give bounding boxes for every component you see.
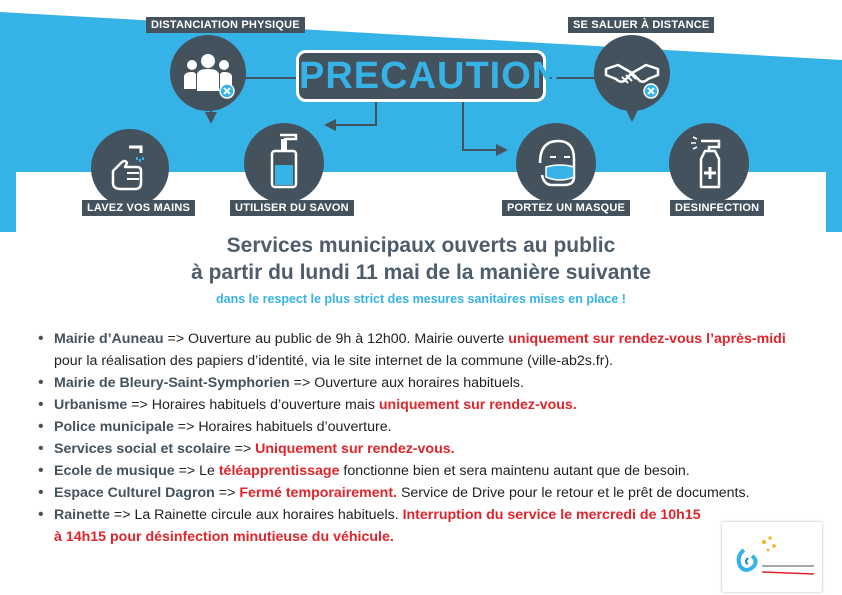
service-name: Ecole de musique xyxy=(54,463,175,479)
service-highlight: Interruption du service le mercredi de 10h15 à 14h15 pour désinfection minutieuse du véhicule. xyxy=(54,507,701,545)
service-text: => xyxy=(214,485,240,501)
soap-dispenser-icon xyxy=(244,123,324,203)
badge-masque: PORTEZ UN MASQUE xyxy=(502,200,630,216)
service-name: Urbanisme xyxy=(54,397,128,413)
heading-line-1: Services municipaux ouverts au public xyxy=(226,234,616,257)
list-item xyxy=(38,504,818,548)
service-highlight: uniquement sur rendez-vous. xyxy=(378,397,577,413)
service-tail: fonctionne bien et sera maintenu autant que de besoin. xyxy=(339,463,690,479)
service-name: Espace Culturel Dagron xyxy=(54,485,215,501)
badge-savon: UTILISER DU SAVON xyxy=(230,200,354,216)
badge-distanciation: DISTANCIATION PHYSIQUE xyxy=(146,17,305,33)
service-text: => Ouverture aux horaires habituels. xyxy=(289,375,524,391)
precaution-title: PRECAUTION xyxy=(296,50,546,102)
services-list xyxy=(38,328,818,548)
spray-bottle-icon xyxy=(669,123,749,203)
service-tail: pour la réalisation des papiers d’identité, via le site internet de la commune (ville-ab2s.fr). xyxy=(54,353,614,369)
service-name: Rainette xyxy=(54,507,110,523)
heading-line-2: à partir du lundi 11 mai de la manière suivante xyxy=(191,261,651,284)
list-item xyxy=(38,482,818,504)
subheading: dans le respect le plus strict des mesures sanitaires mises en place ! xyxy=(216,292,626,306)
service-highlight: Fermé temporairement. xyxy=(239,485,398,501)
badge-saluer: SE SALUER À DISTANCE xyxy=(568,17,714,33)
face-mask-icon xyxy=(516,123,596,203)
service-highlight: téléapprentissage xyxy=(218,463,340,479)
service-name: Mairie d’Auneau xyxy=(54,331,164,347)
service-text: => Le xyxy=(174,463,219,479)
service-text: => La Rainette circule aux horaires habituels. xyxy=(109,507,403,523)
municipal-logo xyxy=(722,522,822,592)
badge-desinfection: DESINFECTION xyxy=(670,200,764,216)
service-text: => Horaires habituels d’ouverture mais xyxy=(127,397,379,413)
list-item xyxy=(38,460,818,482)
handshake-icon xyxy=(594,35,670,111)
list-item xyxy=(38,416,818,438)
service-text: => xyxy=(230,441,256,457)
service-name: Police municipale xyxy=(54,419,174,435)
list-item xyxy=(38,438,818,460)
list-item xyxy=(38,328,818,372)
service-tail: Service de Drive pour le retour et le prêt de documents. xyxy=(397,485,750,501)
people-group-icon xyxy=(170,35,246,111)
list-item xyxy=(38,372,818,394)
list-item xyxy=(38,394,818,416)
badge-laver: LAVEZ VOS MAINS xyxy=(82,200,195,216)
hand-washing-icon xyxy=(91,129,169,207)
service-text: => Ouverture au public de 9h à 12h00. Mairie ouverte xyxy=(163,331,509,347)
service-name: Mairie de Bleury-Saint-Symphorien xyxy=(54,375,290,391)
service-name: Services social et scolaire xyxy=(54,441,231,457)
service-highlight: uniquement sur rendez-vous l’après-midi xyxy=(508,331,786,347)
service-highlight: Uniquement sur rendez-vous. xyxy=(255,441,455,457)
service-text: => Horaires habituels d’ouverture. xyxy=(173,419,392,435)
